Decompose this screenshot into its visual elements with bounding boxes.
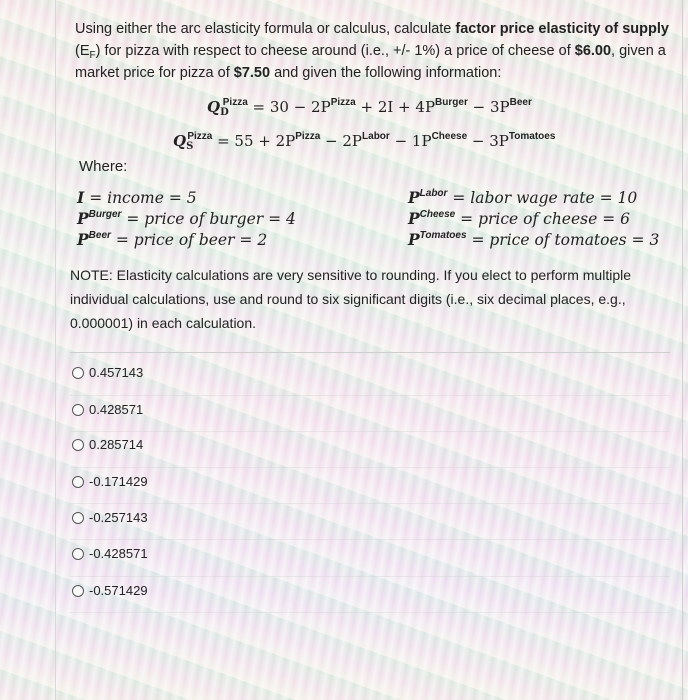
supply-equation: $Q_S^{Pizza} = 55 + 2P^{Pizza} - 2P^{Labor} - 1P^{Cheese} - 3P^{Tomatoes}$ xyxy=(173,131,556,152)
pizza-price: $7.50 xyxy=(233,65,271,81)
answer-option-4[interactable]: -0.171429 xyxy=(72,474,148,489)
def-income: I = income = 5 xyxy=(77,188,197,207)
question-text: market price for pizza of xyxy=(75,65,234,81)
demand-equation: $Q_D^{Pizza} = 30 - 2P^{Pizza} + 2I + 4P^{Burger} - 3P^{Beer}$ xyxy=(207,97,532,118)
option-divider xyxy=(70,503,670,504)
question-line-1 xyxy=(75,22,669,37)
option-divider xyxy=(70,539,670,540)
answer-option-6[interactable]: -0.428571 xyxy=(72,546,148,561)
question-text: ) for pizza with respect to cheese around (i.e., +/- 1%) a price of cheese of xyxy=(95,43,575,59)
radio-icon[interactable] xyxy=(72,439,84,451)
question-line-3 xyxy=(75,66,501,81)
def-tomato-price: $P^{Tomatoes}$ = price of tomatoes = 3 xyxy=(408,230,660,249)
divider xyxy=(70,352,670,353)
option-divider xyxy=(70,612,670,613)
question-subscript: F xyxy=(89,50,96,61)
rounding-note: NOTE: Elasticity calculations are very sensitive to rounding. If you elect to perform multiple individual calculations, use and round to six significant digits (i.e., six decimal places, e.g., 0.000001) in each calculation. xyxy=(70,267,632,331)
def-beer-price: $P^{Beer}$ = price of beer = 2 xyxy=(77,230,268,249)
def-burger-price: $P^{Burger}$ = price of burger = 4 xyxy=(77,209,296,228)
cheese-price: $6.00 xyxy=(574,43,612,59)
radio-icon[interactable] xyxy=(72,585,84,597)
question-text: Using either the arc elasticity formula or calculus, calculate xyxy=(75,21,456,37)
answer-option-5[interactable]: -0.257143 xyxy=(72,510,148,525)
answer-option-1[interactable]: 0.457143 xyxy=(72,365,143,380)
option-divider xyxy=(70,431,670,432)
radio-icon[interactable] xyxy=(72,548,84,560)
radio-icon[interactable] xyxy=(72,404,84,416)
question-line-2 xyxy=(75,44,666,61)
question-text: (E xyxy=(75,43,90,59)
option-divider xyxy=(70,467,670,468)
def-labor-wage: $P^{Labor}$ = labor wage rate = 10 xyxy=(408,188,638,207)
option-divider xyxy=(70,395,670,396)
question-text: , given a xyxy=(611,43,666,59)
answer-option-2[interactable]: 0.428571 xyxy=(72,402,143,417)
answer-option-3[interactable]: 0.285714 xyxy=(72,437,143,452)
left-border xyxy=(55,0,56,700)
radio-icon[interactable] xyxy=(72,476,84,488)
where-label: Where: xyxy=(79,158,128,175)
question-text: and given the following information: xyxy=(270,65,502,81)
option-divider xyxy=(70,576,670,577)
radio-icon[interactable] xyxy=(72,512,84,524)
radio-icon[interactable] xyxy=(72,367,84,379)
right-border xyxy=(682,0,683,700)
answer-option-7[interactable]: -0.571429 xyxy=(72,583,148,598)
def-cheese-price: $P^{Cheese}$ = price of cheese = 6 xyxy=(408,209,630,228)
question-bold-term: factor price elasticity of supply xyxy=(455,21,669,37)
